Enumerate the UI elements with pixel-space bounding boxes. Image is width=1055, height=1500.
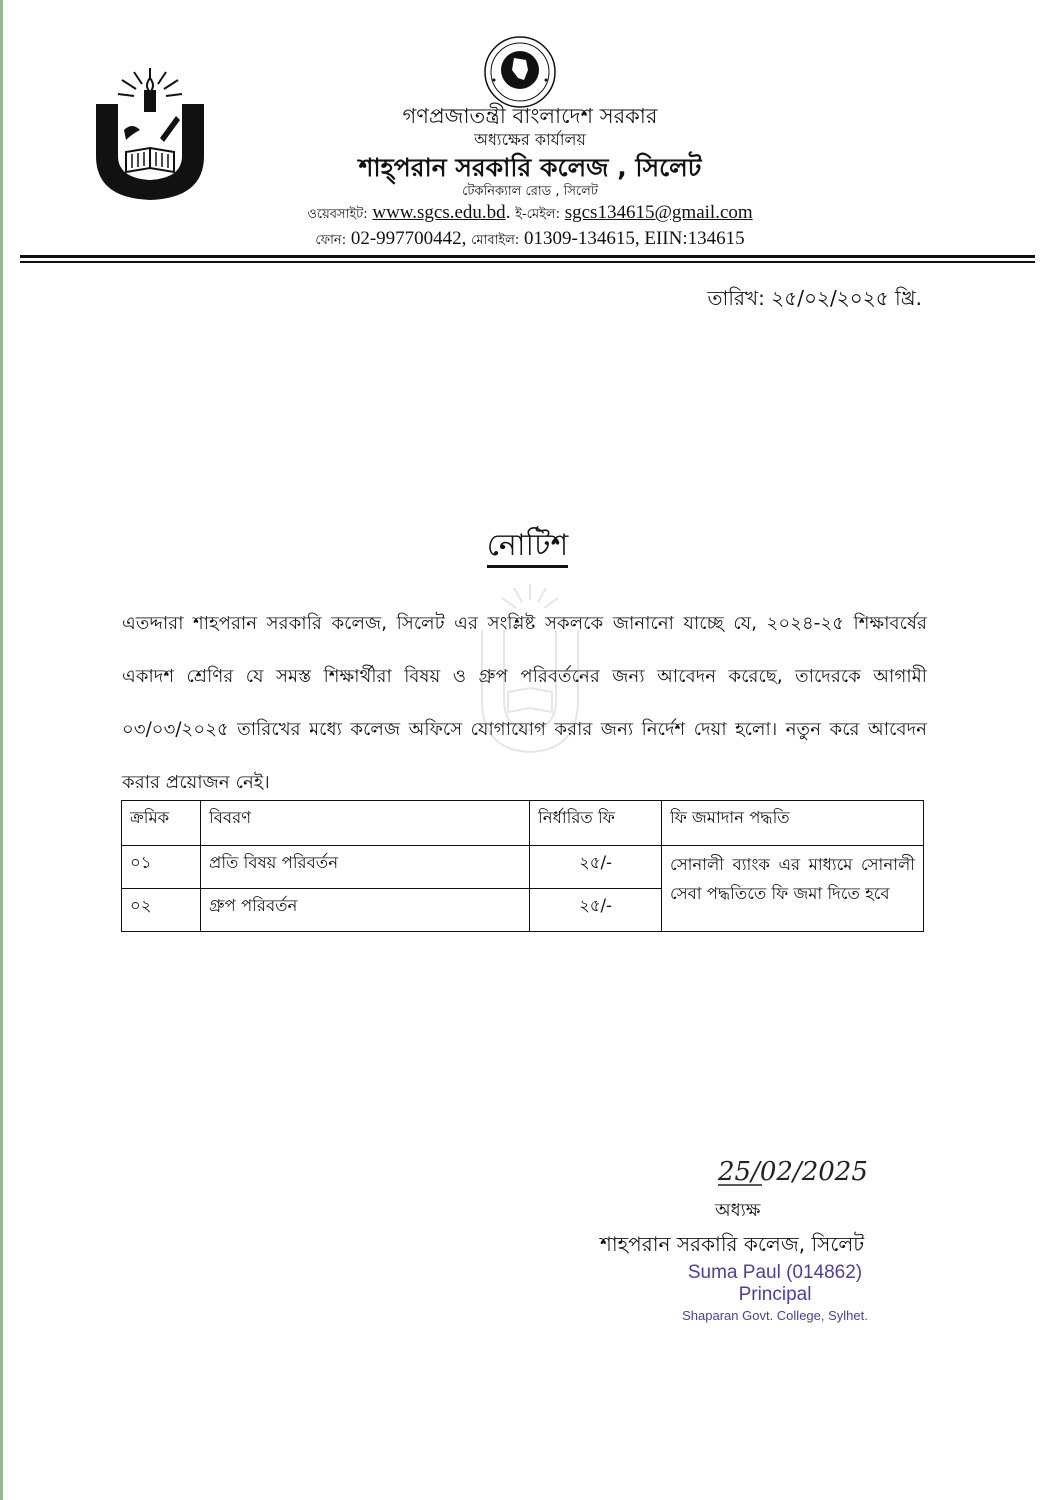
college-address: টেকনিক্যাল রোড , সিলেট — [462, 184, 598, 199]
phone-line — [230, 228, 830, 252]
stamp-name: Suma Paul (014862) — [687, 1262, 863, 1283]
row-fee: ২৫/- — [530, 889, 662, 932]
phone-label: ফোন: — [315, 233, 347, 248]
college-logo-icon — [86, 64, 214, 204]
mobile-number: 01309-134615, — [524, 228, 640, 249]
header-serial: ক্রমিক — [122, 801, 201, 846]
row-fee: ২৫/- — [530, 846, 662, 889]
fee-table — [121, 800, 924, 932]
stamp-college: Shaparan Govt. College, Sylhet. — [682, 1308, 868, 1323]
mobile-label: মোবাইল: — [471, 233, 520, 248]
header-divider — [20, 255, 1035, 258]
college-name: শাহ্‌পরান সরকারি কলেজ , সিলেট — [358, 153, 702, 182]
principal-stamp — [660, 1262, 890, 1326]
contact-line: ওয়েবসাইট: www.sgcs.edu.bd. ই-মেইল: sgcs134615@gmail.com — [307, 202, 753, 223]
website-label: ওয়েবসাইট: — [307, 207, 368, 222]
payment-method: সোনালী ব্যাংক এর মাধ্যমে সোনালী সেবা পদ্ধতিতে ফি জমা দিতে হবে — [662, 846, 924, 932]
header-divider-thin — [20, 261, 1035, 263]
scan-edge — [0, 0, 3, 1500]
row-serial: ০১ — [122, 846, 201, 889]
signature-date-text: 25/02/2025 — [718, 1157, 868, 1187]
phone-number: 02-997700442, — [350, 228, 467, 249]
email-link[interactable]: sgcs134615@gmail.com — [564, 202, 753, 223]
header-fee: নির্ধারিত ফি — [530, 801, 662, 846]
row-description: গ্রুপ পরিবর্তন — [201, 889, 530, 932]
government-seal-icon — [482, 34, 558, 110]
notice-body — [122, 597, 927, 809]
notice-title — [0, 521, 1055, 572]
header-payment-method: ফি জমাদান পদ্ধতি — [662, 801, 924, 846]
notice-date: তারিখ: ২৫/০২/২০২৫ খ্রি. — [707, 286, 922, 310]
row-description: প্রতি বিষয় পরিবর্তন — [201, 846, 530, 889]
eiin-number: EIIN:134615 — [644, 228, 745, 249]
website-link[interactable]: www.sgcs.edu.bd — [372, 202, 506, 223]
signatory-college: শাহপরান সরকারি কলেজ, সিলেট — [600, 1232, 865, 1256]
notice-body-text: এতদ্দারা শাহপরান সরকারি কলেজ, সিলেট এর সংশ্লিষ্ট সকলকে জানানো যাচ্ছে যে, ২০২৪-২৫ শিক্ষাবর্ষের একাদশ শ্রেণির যে সমস্ত শিক্ষার্থীরা বিষয় ও গ্রুপ পরিবর্তনের জন্য আবেদন করেছে, তাদেরকে আগামী ০৩/০৩/২০২৫ তারিখের মধ্যে কলেজ অফিসে যোগাযোগ করার জন্য নির্দেশ দেয়া হলো। নতুন করে আবেদন করার প্রয়োজন নেই। — [122, 613, 927, 793]
stamp-title: Principal — [738, 1284, 812, 1305]
signatory-role: অধ্যক্ষ — [715, 1200, 761, 1221]
header-description: বিবরণ — [201, 801, 530, 846]
fee-table-header — [122, 801, 924, 846]
row-serial: ০২ — [122, 889, 201, 932]
handwritten-signature-date — [714, 1150, 914, 1190]
table-row — [122, 846, 924, 889]
government-name: গণপ্রজাতন্ত্রী বাংলাদেশ সরকার — [402, 104, 658, 128]
email-label: ই-মেইল: — [515, 207, 560, 222]
office-name: অধ্যক্ষের কার্যালয় — [474, 130, 586, 149]
notice-title-text: নোটিশ — [487, 528, 568, 568]
